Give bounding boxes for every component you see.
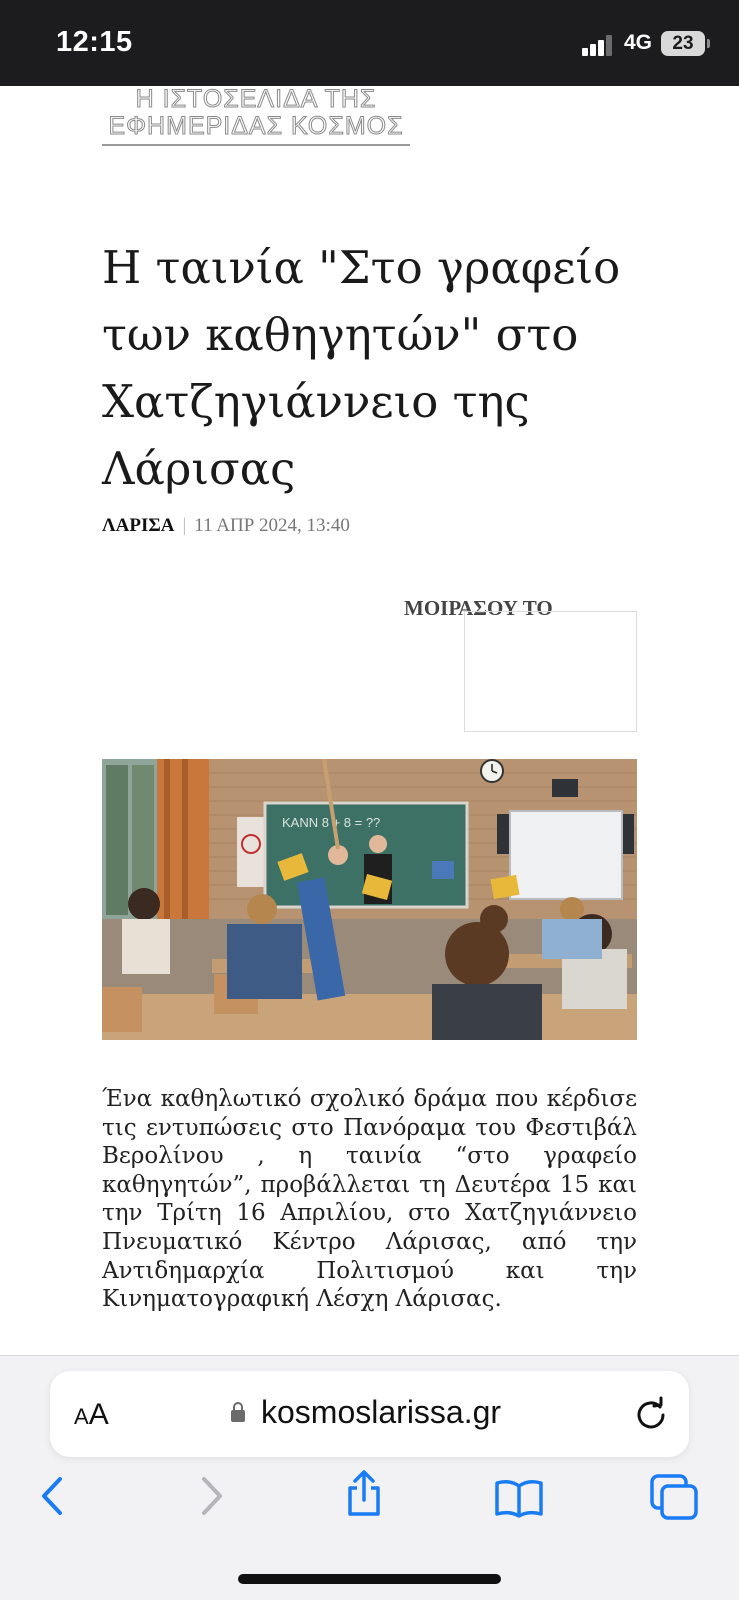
article-date: 11 ΑΠΡ 2024, 13:40 [194, 515, 350, 536]
classroom-illustration [102, 759, 637, 1040]
logo-line-2: ΕΦΗΜΕΡΙΔΑΣ ΚΟΣΜΟΣ [108, 112, 404, 140]
meta-separator: | [182, 515, 187, 536]
address-bar[interactable] [50, 1371, 689, 1457]
signal-icon [582, 34, 614, 56]
site-logo[interactable] [102, 86, 410, 146]
chalkboard-text: KANN 8 + 8 = ?? [282, 815, 381, 830]
network-type: 4G [624, 31, 653, 54]
share-icon[interactable] [344, 1470, 384, 1518]
article-meta [102, 515, 350, 537]
battery-tip [707, 39, 710, 48]
reader-text-size-button[interactable]: AA [74, 1398, 109, 1431]
share-label: ΜΟΙΡΑΣΟΥ ΤΟ [404, 596, 553, 620]
status-time: 12:15 [56, 26, 133, 58]
article-title: Η ταινία "Στο γραφείο των καθηγητών" στο Χατζηγιάννειο της Λάρισας [102, 241, 621, 495]
url-text[interactable]: kosmoslarissa.gr [261, 1394, 502, 1430]
home-indicator[interactable] [238, 1574, 501, 1584]
forward-icon[interactable] [198, 1476, 226, 1516]
tabs-icon[interactable] [650, 1474, 698, 1520]
status-bar [0, 0, 739, 86]
back-icon[interactable] [38, 1476, 66, 1516]
battery-icon: 23 [661, 31, 705, 56]
logo-line-1: Η ΙΣΤΟΣΕΛΙΔΑ ΤΗΣ [135, 85, 377, 113]
share-buttons-box[interactable] [464, 611, 637, 732]
article-category[interactable]: ΛΑΡΙΣΑ [102, 515, 175, 536]
article-body: Ένα καθηλωτικό σχολικό δράμα που κέρδισε τις εντυπώσεις στο Πανόραμα του Φεστιβάλ Βερολίνου , η ταινία “στο γραφείο καθηγητών”, προβάλλεται τη Δευτέρα 15 και την Τρίτη 16 Απριλίου, στο Χατζηγιάννειο Πνευματικό Κέντρο Λάρισας, από την Αντιδημαρχία Πολιτισμού και την Κινηματογραφική Λέσχη Λάρισας. [102, 1086, 637, 1313]
reload-icon[interactable] [632, 1395, 670, 1433]
lock-icon [230, 1401, 246, 1423]
browser-toolbar [0, 1355, 739, 1600]
article-photo [102, 759, 637, 1040]
bookmarks-icon[interactable] [494, 1478, 544, 1518]
